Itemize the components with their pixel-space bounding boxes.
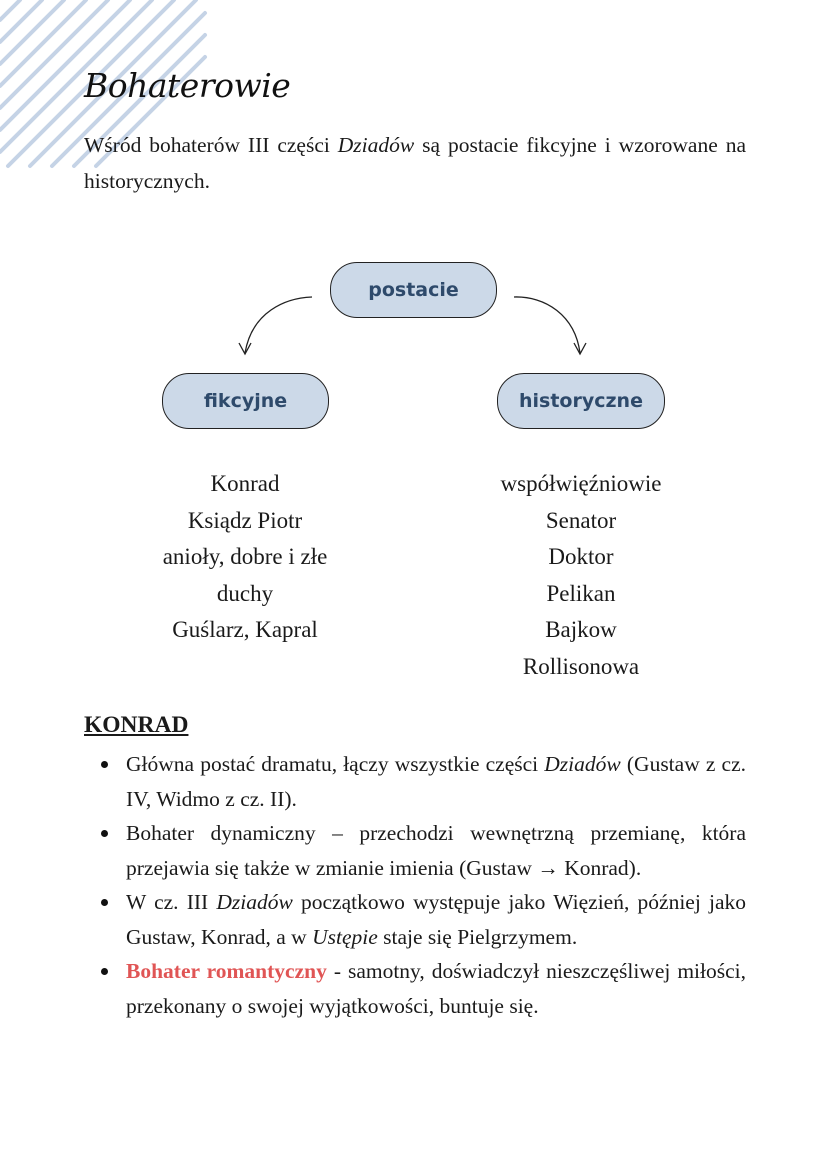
bullet-list — [84, 747, 746, 1023]
list-item: duchy — [216, 580, 274, 606]
list-item: anioły, dobre i złe — [162, 544, 328, 569]
bullet-italic: Ustępie — [312, 924, 378, 949]
list-item: Ksiądz Piotr — [187, 507, 303, 533]
list-item: Pelikan — [546, 580, 616, 606]
list-item: Doktor — [548, 544, 614, 569]
intro-text-end: są postacie fikcyjne i wzorowane na historycznych. — [84, 133, 746, 193]
node-postacie: postacie — [330, 262, 497, 318]
bullet-text: Główna postać dramatu, łączy wszystkie części — [126, 752, 545, 776]
list-item: Rollisonowa — [522, 653, 640, 679]
page-heading: Bohaterowie — [84, 66, 291, 105]
intro-text-start: Wśród bohaterów III części — [84, 133, 338, 157]
intro-italic-title: Dziadów — [337, 133, 415, 157]
bullet-item — [84, 816, 746, 885]
arrow-left — [245, 297, 312, 353]
list-item: Bajkow — [545, 617, 617, 642]
bullet-text: początkowo występuje jako Więzień, później jako Gustaw, Konrad, a w — [126, 890, 746, 949]
list-item: Senator — [545, 507, 617, 533]
bullet-text: W cz. III — [126, 890, 217, 914]
node-fikcyjne: fikcyjne — [162, 373, 329, 429]
bullet-text: staje się Pielgrzymem. — [377, 924, 578, 949]
bullet-item — [84, 747, 746, 816]
list-item: Guślarz, Kapral — [172, 617, 318, 642]
list-item: współwięźniowie — [500, 471, 662, 496]
bullet-italic: Dziadów — [216, 890, 293, 914]
list-historical — [461, 466, 701, 685]
section-title-konrad: KONRAD — [84, 712, 189, 738]
bullet-highlight: Bohater romantyczny — [126, 959, 327, 983]
arrow-right — [514, 297, 580, 353]
bullet-text: (Gustaw z cz. IV, Widmo z cz. II). — [126, 752, 747, 811]
bullet-italic: Dziadów — [544, 752, 621, 776]
list-fictional — [125, 466, 365, 649]
bullet-item — [84, 885, 746, 954]
bullet-text: Bohater dynamiczny – przechodzi wewnętrzną przemianę, która przejawia się także w zmianie imienia (Gustaw → Konrad). — [126, 821, 746, 880]
bullet-text: - samotny, doświadczył nieszczęśliwej miłości, przekonany o swojej wyjątkowości, buntuje się. — [126, 959, 746, 1018]
node-historyczne: historyczne — [497, 373, 665, 429]
bullet-item — [84, 954, 746, 1023]
list-item: Konrad — [210, 471, 280, 496]
